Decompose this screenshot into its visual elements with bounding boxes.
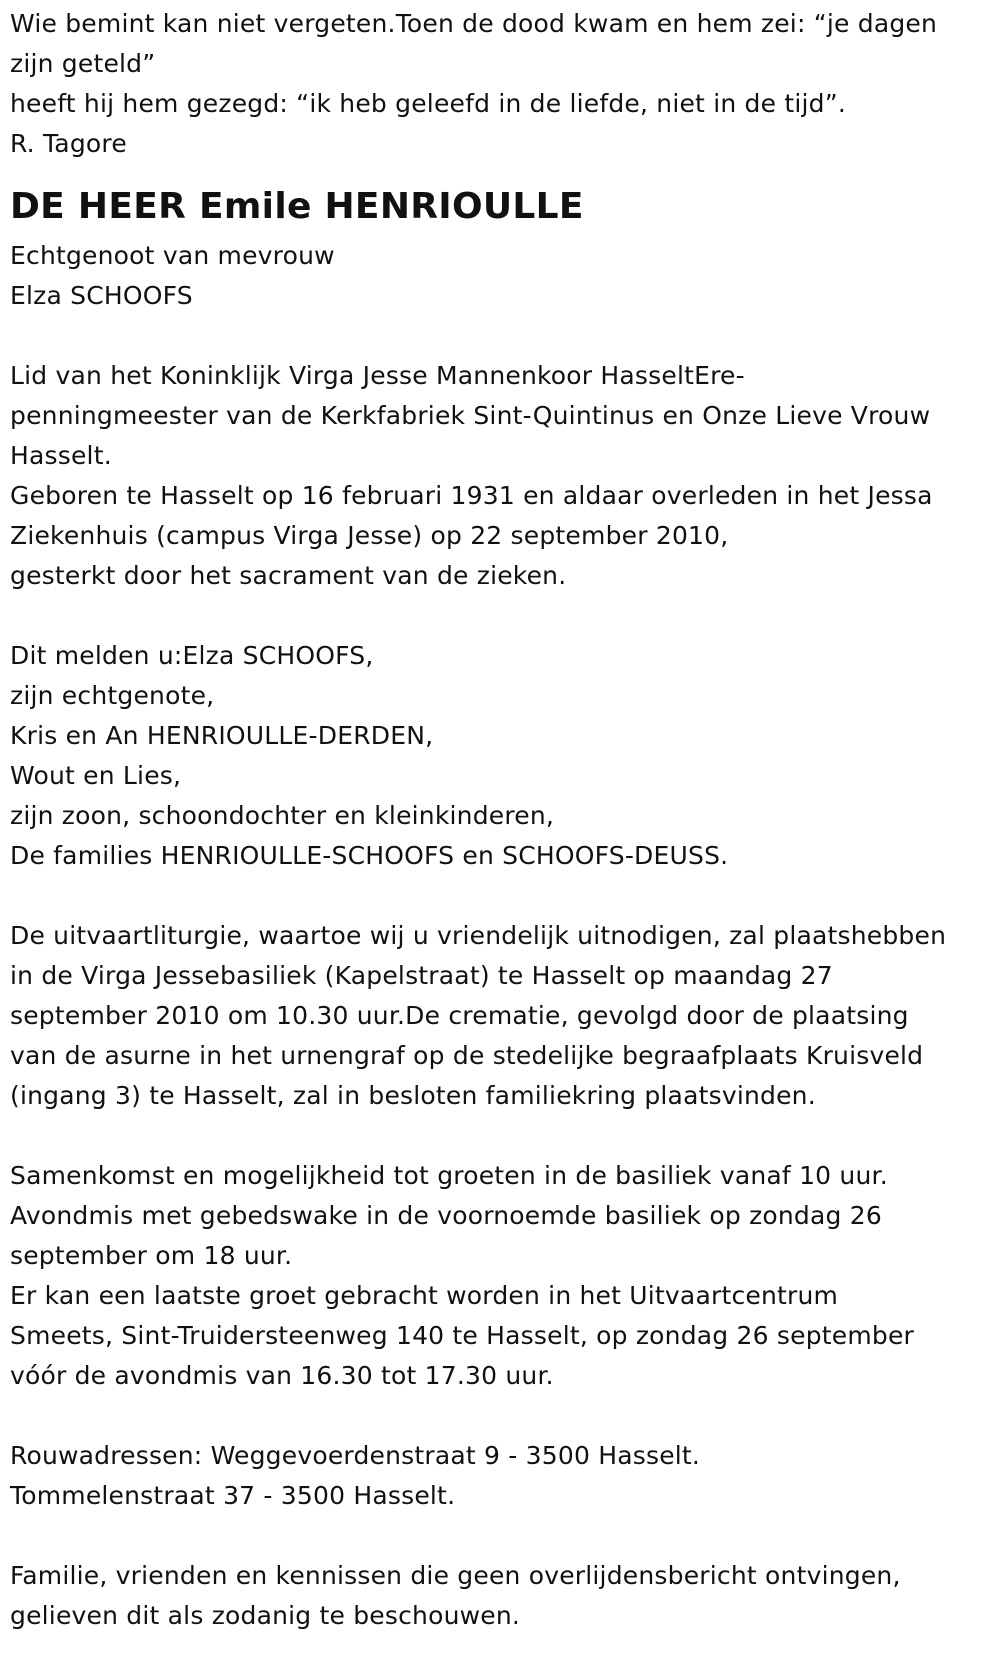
funeral-line: van de asurne in het urnengraf op de stedelijke begraafplaats Kruisveld bbox=[10, 1041, 924, 1070]
announcer-line: De families HENRIOULLE-SCHOOFS en SCHOOFS-DEUSS. bbox=[10, 841, 729, 870]
closing-line: Familie, vrienden en kennissen die geen overlijdensbericht ontvingen, bbox=[10, 1561, 901, 1590]
closing-section bbox=[10, 1556, 970, 1636]
gathering-line: Er kan een laatste groet gebracht worden in het Uitvaartcentrum bbox=[10, 1281, 839, 1310]
bio-section bbox=[10, 356, 970, 596]
gathering-section bbox=[10, 1156, 970, 1396]
announcers-section bbox=[10, 636, 970, 876]
funeral-line: De uitvaartliturgie, waartoe wij u vriendelijk uitnodigen, zal plaatshebben bbox=[10, 921, 947, 950]
bio-line: Ziekenhuis (campus Virga Jesse) op 22 september 2010, bbox=[10, 521, 729, 550]
funeral-line: september 2010 om 10.30 uur.De crematie, gevolgd door de plaatsing bbox=[10, 1001, 909, 1030]
addresses-section bbox=[10, 1436, 970, 1516]
bio-line: Lid van het Koninklijk Virga Jesse Mannenkoor HasseltEre- bbox=[10, 361, 745, 390]
bio-line: gesterkt door het sacrament van de zieken. bbox=[10, 561, 567, 590]
gathering-line: vóór de avondmis van 16.30 tot 17.30 uur. bbox=[10, 1361, 554, 1390]
announcer-line: Dit melden u:Elza SCHOOFS, bbox=[10, 641, 374, 670]
closing-line: gelieven dit als zodanig te beschouwen. bbox=[10, 1601, 521, 1630]
quote-line: heeft hij hem gezegd: “ik heb geleefd in de liefde, niet in de tijd”. bbox=[10, 89, 846, 118]
quote-line: Wie bemint kan niet vergeten.Toen de dood kwam en hem zei: “je dagen bbox=[10, 9, 938, 38]
spacer bbox=[10, 1396, 970, 1436]
announcer-line: Wout en Lies, bbox=[10, 761, 182, 790]
quote-author: R. Tagore bbox=[10, 129, 127, 158]
announcer-line: zijn echtgenote, bbox=[10, 681, 215, 710]
gathering-line: september om 18 uur. bbox=[10, 1241, 293, 1270]
spacer bbox=[10, 876, 970, 916]
gathering-line: Samenkomst en mogelijkheid tot groeten in de basiliek vanaf 10 uur. bbox=[10, 1161, 888, 1190]
bio-line: Geboren te Hasselt op 16 februari 1931 en aldaar overleden in het Jessa bbox=[10, 481, 933, 510]
spacer bbox=[10, 164, 970, 182]
announcer-line: zijn zoon, schoondochter en kleinkinderen, bbox=[10, 801, 555, 830]
address-line: Tommelenstraat 37 - 3500 Hasselt. bbox=[10, 1481, 456, 1510]
deceased-section bbox=[10, 182, 970, 316]
bio-line: penningmeester van de Kerkfabriek Sint-Quintinus en Onze Lieve Vrouw bbox=[10, 401, 931, 430]
announcer-line: Kris en An HENRIOULLE-DERDEN, bbox=[10, 721, 434, 750]
bio-line: Hasselt. bbox=[10, 441, 112, 470]
funeral-line: in de Virga Jessebasiliek (Kapelstraat) te Hasselt op maandag 27 bbox=[10, 961, 833, 990]
funeral-line: (ingang 3) te Hasselt, zal in besloten familiekring plaatsvinden. bbox=[10, 1081, 816, 1110]
spouse-line: Echtgenoot van mevrouw bbox=[10, 241, 335, 270]
address-line: Rouwadressen: Weggevoerdenstraat 9 - 3500 Hasselt. bbox=[10, 1441, 701, 1470]
quote-line: zijn geteld” bbox=[10, 49, 156, 78]
gathering-line: Smeets, Sint-Truidersteenweg 140 te Hasselt, op zondag 26 september bbox=[10, 1321, 915, 1350]
spacer bbox=[10, 1116, 970, 1156]
gathering-line: Avondmis met gebedswake in de voornoemde basiliek op zondag 26 bbox=[10, 1201, 882, 1230]
spouse-name: Elza SCHOOFS bbox=[10, 281, 193, 310]
quote-section bbox=[10, 4, 970, 164]
spacer bbox=[10, 316, 970, 356]
spacer bbox=[10, 596, 970, 636]
spacer bbox=[10, 1516, 970, 1556]
funeral-section bbox=[10, 916, 970, 1116]
deceased-title: DE HEER Emile HENRIOULLE bbox=[10, 186, 584, 227]
